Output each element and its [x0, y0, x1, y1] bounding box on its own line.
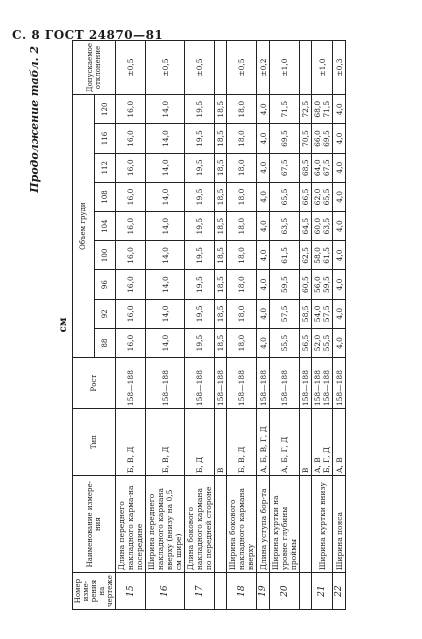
- value: 16,0: [126, 188, 135, 206]
- value: 18,0: [237, 130, 246, 147]
- size-value-88: [257, 328, 270, 357]
- value: 18,0: [237, 217, 246, 235]
- size-header-108: 108: [94, 182, 116, 211]
- value: 19,5: [195, 188, 204, 206]
- size-value-112: [146, 153, 185, 182]
- value: 14,0: [160, 217, 170, 235]
- measure-name: Ширина куртки внизу: [312, 476, 333, 573]
- value: 4,0: [334, 161, 344, 174]
- garment-type: [333, 409, 346, 476]
- value: 18,0: [237, 100, 246, 118]
- value: 19,5: [195, 130, 204, 147]
- measure-name: Ширина переднего накладного кармана вверху (внизу на 0,5 см шире): [146, 476, 185, 573]
- rost-range: [300, 358, 312, 409]
- value: 4,0: [258, 220, 268, 233]
- measure-name: Длина бокового накладного кармана по передней стороне: [185, 476, 215, 573]
- rost-value: 158—188: [258, 370, 268, 407]
- value: 18,0: [237, 276, 246, 293]
- value: 14,0: [160, 305, 170, 323]
- size-value-96: [227, 270, 257, 299]
- rost-value: 158—188: [216, 370, 225, 407]
- value: 4,0: [334, 307, 344, 320]
- garment-type: [300, 409, 312, 476]
- table-header: [73, 41, 116, 610]
- size-value-88: [333, 328, 346, 357]
- table-body: [116, 41, 346, 610]
- value: 70,5: [301, 130, 310, 147]
- value: 61,5: [322, 247, 331, 264]
- size-value-112: [116, 153, 146, 182]
- value: 18,5: [216, 276, 225, 293]
- measure-name: Длина уступа бор-та: [257, 476, 270, 573]
- size-value-108: [333, 182, 346, 211]
- value: 4,0: [334, 249, 344, 262]
- value: 4,0: [258, 190, 268, 203]
- size-value-108: [270, 182, 300, 211]
- value: 67,5: [322, 159, 331, 177]
- size-value-104: [333, 212, 346, 241]
- tolerance-value: ±1,0: [270, 41, 300, 95]
- rost-value: 158—188: [195, 370, 204, 407]
- value: 56,5: [301, 334, 310, 352]
- size-value-120: [300, 95, 312, 124]
- table-row: [116, 41, 146, 610]
- size-value-96: [185, 270, 215, 299]
- garment-type: [257, 409, 270, 476]
- value: 18,5: [216, 188, 225, 206]
- size-value-96: [333, 270, 346, 299]
- size-value-108: [185, 182, 215, 211]
- value: 14,0: [160, 334, 170, 352]
- value: 18,0: [237, 159, 246, 177]
- rost-range: [116, 358, 146, 409]
- value: 65,5: [280, 188, 289, 206]
- size-value-92: [227, 299, 257, 328]
- col-number-header: Номер изме-рения на чертеже: [73, 573, 116, 610]
- garment-type: [116, 409, 146, 476]
- size-value-104: [257, 212, 270, 241]
- tolerance-value: ±0,2: [257, 41, 270, 95]
- size-value-88: [312, 328, 333, 357]
- value: 55,5: [322, 334, 331, 352]
- size-value-92: [333, 299, 346, 328]
- value: 16,0: [126, 276, 135, 293]
- size-value-100: [257, 241, 270, 270]
- size-value-88: [215, 328, 227, 357]
- size-value-96: [215, 270, 227, 299]
- value: 58,5: [301, 305, 310, 323]
- size-value-104: [185, 212, 215, 241]
- size-value-92: [185, 299, 215, 328]
- measure-name: Ширина бокового накладного кармана вверху: [227, 476, 257, 573]
- value: 14,0: [160, 247, 170, 264]
- value: 18,5: [216, 305, 225, 323]
- value: 14,0: [160, 276, 170, 293]
- rost-value: 158—188: [334, 370, 344, 407]
- value: 19,5: [195, 334, 204, 352]
- measure-name: [215, 476, 227, 573]
- value: 18,5: [216, 247, 225, 264]
- size-value-116: [270, 124, 300, 153]
- value: 59,5: [322, 276, 331, 293]
- size-value-92: [300, 299, 312, 328]
- value: 18,0: [237, 188, 246, 206]
- value: 18,0: [237, 305, 246, 323]
- measure-number: 16: [146, 573, 185, 610]
- size-value-92: [312, 299, 333, 328]
- size-value-116: [257, 124, 270, 153]
- size-value-96: [146, 270, 185, 299]
- size-value-92: [215, 299, 227, 328]
- measure-name: Ширина куртки на уровне глубины проймы: [270, 476, 300, 573]
- rost-range: [257, 358, 270, 409]
- rost-value: 158—188: [237, 370, 246, 407]
- garment-type-line: А, В: [334, 457, 344, 474]
- table-row: [257, 41, 270, 610]
- value: 4,0: [334, 132, 344, 145]
- garment-type-line: Б, В, Д: [126, 446, 135, 474]
- value: 63,5: [280, 217, 289, 235]
- measure-number: [215, 573, 227, 610]
- size-value-116: [300, 124, 312, 153]
- table-row: [146, 41, 185, 610]
- tolerance-value: ±0,5: [185, 41, 215, 95]
- value: 18,5: [216, 217, 225, 235]
- table-row: [300, 41, 312, 610]
- size-value-108: [116, 182, 146, 211]
- value: 52,0: [313, 334, 322, 352]
- size-value-108: [146, 182, 185, 211]
- value: 4,0: [258, 278, 268, 291]
- size-value-104: [215, 212, 227, 241]
- value: 4,0: [334, 190, 344, 203]
- size-value-120: [312, 95, 333, 124]
- rost-range: [215, 358, 227, 409]
- size-value-100: [116, 241, 146, 270]
- size-header-120: 120: [94, 95, 116, 124]
- rost-value: 158—188: [322, 370, 331, 407]
- value: 14,0: [160, 100, 170, 118]
- garment-type: [215, 409, 227, 476]
- size-value-88: [185, 328, 215, 357]
- value: 57,5: [280, 305, 289, 323]
- size-value-120: [146, 95, 185, 124]
- measure-number: 22: [333, 573, 346, 610]
- size-value-104: [270, 212, 300, 241]
- value: 72,5: [301, 100, 310, 118]
- size-value-100: [300, 241, 312, 270]
- table-row: [185, 41, 215, 610]
- value: 19,5: [195, 247, 204, 264]
- value: 18,5: [216, 159, 225, 177]
- size-value-112: [215, 153, 227, 182]
- value: 4,0: [258, 249, 268, 262]
- value: 54,0: [313, 305, 322, 323]
- measure-number: 15: [116, 573, 146, 610]
- size-value-92: [270, 299, 300, 328]
- value: 16,0: [126, 305, 135, 323]
- size-value-120: [185, 95, 215, 124]
- value: 67,5: [280, 159, 289, 177]
- unit-label: см: [58, 317, 69, 333]
- size-value-116: [185, 124, 215, 153]
- value: 62,5: [301, 247, 310, 264]
- garment-type-line: А, В: [313, 457, 322, 474]
- size-value-120: [257, 95, 270, 124]
- size-value-88: [300, 328, 312, 357]
- tolerance-value: ±0,5: [116, 41, 146, 95]
- size-value-116: [312, 124, 333, 153]
- garment-type: [312, 409, 333, 476]
- table-row: [333, 41, 346, 610]
- size-value-100: [333, 241, 346, 270]
- value: 18,5: [216, 130, 225, 147]
- table-row: [270, 41, 300, 610]
- value: 69,5: [322, 130, 331, 147]
- size-value-96: [116, 270, 146, 299]
- value: 14,0: [160, 130, 170, 147]
- size-value-96: [300, 270, 312, 299]
- value: 65,5: [322, 188, 331, 206]
- size-value-120: [270, 95, 300, 124]
- value: 71,5: [322, 100, 331, 118]
- size-value-100: [185, 241, 215, 270]
- value: 64,5: [301, 217, 310, 235]
- size-value-104: [312, 212, 333, 241]
- value: 66,5: [301, 188, 310, 206]
- measurements-table: [72, 40, 346, 610]
- value: 16,0: [126, 130, 135, 147]
- size-header-112: 112: [94, 153, 116, 182]
- rost-value: 158—188: [280, 370, 289, 407]
- size-header-96: 96: [94, 270, 116, 299]
- size-value-88: [270, 328, 300, 357]
- garment-type-line: Б, Г, Д: [322, 447, 331, 474]
- value: 59,5: [280, 276, 289, 293]
- size-value-88: [227, 328, 257, 357]
- tolerance-value: [215, 41, 227, 95]
- value: 18,5: [216, 100, 225, 118]
- rost-range: [227, 358, 257, 409]
- size-value-96: [257, 270, 270, 299]
- size-value-116: [146, 124, 185, 153]
- size-value-104: [227, 212, 257, 241]
- size-value-100: [270, 241, 300, 270]
- value: 16,0: [126, 217, 135, 235]
- measure-number: 18: [227, 573, 257, 610]
- size-value-104: [300, 212, 312, 241]
- value: 63,5: [322, 217, 331, 235]
- value: 4,0: [258, 307, 268, 320]
- size-value-108: [215, 182, 227, 211]
- size-value-112: [185, 153, 215, 182]
- rost-value: 158—188: [126, 370, 135, 407]
- size-header-116: 116: [94, 124, 116, 153]
- value: 4,0: [334, 103, 344, 116]
- size-value-104: [116, 212, 146, 241]
- value: 71,5: [280, 100, 289, 118]
- size-value-100: [146, 241, 185, 270]
- garment-type: [146, 409, 185, 476]
- tolerance-value: ±0,5: [146, 41, 185, 95]
- size-value-120: [116, 95, 146, 124]
- value: 19,5: [195, 100, 204, 118]
- col-chest-header: Объем груди: [73, 95, 95, 358]
- value: 4,0: [334, 278, 344, 291]
- value: 19,5: [195, 305, 204, 323]
- value: 16,0: [126, 100, 135, 118]
- measure-number: 19: [257, 573, 270, 610]
- size-value-92: [257, 299, 270, 328]
- rost-value: 158—188: [313, 370, 322, 407]
- garment-type: [270, 409, 300, 476]
- value: 60,0: [313, 217, 322, 235]
- value: 62,0: [313, 188, 322, 206]
- value: 68,5: [301, 159, 310, 177]
- value: 69,5: [280, 130, 289, 147]
- size-value-116: [333, 124, 346, 153]
- size-value-88: [146, 328, 185, 357]
- tolerance-value: ±0,3: [333, 41, 346, 95]
- size-header-92: 92: [94, 299, 116, 328]
- col-rost-header: Рост: [73, 358, 116, 409]
- size-value-112: [312, 153, 333, 182]
- size-header-100: 100: [94, 241, 116, 270]
- value: 55,5: [280, 334, 289, 352]
- size-value-112: [227, 153, 257, 182]
- value: 4,0: [334, 220, 344, 233]
- table-row: [312, 41, 333, 610]
- size-value-92: [116, 299, 146, 328]
- size-value-96: [270, 270, 300, 299]
- continuation-note: Продолжение табл. 2: [28, 46, 41, 193]
- garment-type-line: В: [216, 467, 225, 474]
- tolerance-value: ±1,0: [312, 41, 333, 95]
- rost-range: [333, 358, 346, 409]
- value: 19,5: [195, 159, 204, 177]
- rost-range: [312, 358, 333, 409]
- size-header-104: 104: [94, 212, 116, 241]
- garment-type-line: Б, В, Д: [237, 446, 246, 474]
- value: 61,5: [280, 247, 289, 264]
- value: 18,0: [237, 334, 246, 352]
- col-tolerance-header: Допускаемое отклонение: [73, 41, 116, 95]
- size-value-104: [146, 212, 185, 241]
- size-value-96: [312, 270, 333, 299]
- size-value-88: [116, 328, 146, 357]
- value: 57,5: [322, 305, 331, 323]
- rotated-content: [28, 40, 408, 610]
- garment-type-line: А, Б, В, Г, Д: [258, 426, 268, 474]
- size-value-108: [227, 182, 257, 211]
- tolerance-value: [300, 41, 312, 95]
- measure-number: 17: [185, 573, 215, 610]
- size-value-116: [116, 124, 146, 153]
- measure-number: 20: [270, 573, 300, 610]
- value: 18,5: [216, 334, 225, 352]
- size-value-120: [333, 95, 346, 124]
- table-row: [215, 41, 227, 610]
- rost-value: 158—188: [160, 370, 170, 407]
- rost-range: [270, 358, 300, 409]
- value: 16,0: [126, 247, 135, 264]
- value: 18,0: [237, 247, 246, 264]
- garment-type-line: А, Б, Г, Д: [280, 436, 289, 474]
- value: 16,0: [126, 159, 135, 177]
- size-value-116: [227, 124, 257, 153]
- value: 14,0: [160, 188, 170, 206]
- size-value-112: [257, 153, 270, 182]
- value: 68,0: [313, 100, 322, 118]
- measure-name: Ширина пояса: [333, 476, 346, 573]
- col-type-header: Тип: [73, 409, 116, 476]
- value: 56,0: [313, 276, 322, 293]
- value: 58,0: [313, 247, 322, 264]
- size-value-112: [333, 153, 346, 182]
- size-value-92: [146, 299, 185, 328]
- rost-range: [185, 358, 215, 409]
- tolerance-value: ±0,5: [227, 41, 257, 95]
- size-value-112: [270, 153, 300, 182]
- size-value-108: [257, 182, 270, 211]
- table-row: [227, 41, 257, 610]
- measure-name: [300, 476, 312, 573]
- size-value-100: [312, 241, 333, 270]
- garment-type: [227, 409, 257, 476]
- measure-number: [300, 573, 312, 610]
- value: 4,0: [258, 161, 268, 174]
- value: 14,0: [160, 159, 170, 177]
- page-header: С. 8 ГОСТ 24870—81: [12, 28, 164, 42]
- garment-type-line: Б, Д: [195, 456, 204, 474]
- value: 4,0: [258, 132, 268, 145]
- value: 4,0: [258, 337, 268, 350]
- value: 64,0: [313, 159, 322, 177]
- value: 19,5: [195, 276, 204, 293]
- value: 4,0: [334, 337, 344, 350]
- measure-name: Длина переднего накладного карма-на посередине: [116, 476, 146, 573]
- size-value-112: [300, 153, 312, 182]
- value: 16,0: [126, 334, 135, 352]
- size-header-88: 88: [94, 328, 116, 357]
- size-value-108: [300, 182, 312, 211]
- size-value-120: [227, 95, 257, 124]
- rost-value: 158—188: [301, 370, 310, 407]
- col-name-header: Наименование измере-ния: [73, 476, 116, 573]
- measure-number: 21: [312, 573, 333, 610]
- garment-type-line: Б, В, Д: [160, 446, 170, 474]
- rost-range: [146, 358, 185, 409]
- size-value-120: [215, 95, 227, 124]
- size-value-100: [215, 241, 227, 270]
- value: 19,5: [195, 217, 204, 235]
- size-value-108: [312, 182, 333, 211]
- garment-type-line: В: [301, 467, 310, 474]
- value: 60,5: [301, 276, 310, 293]
- size-value-100: [227, 241, 257, 270]
- size-value-116: [215, 124, 227, 153]
- garment-type: [185, 409, 215, 476]
- value: 4,0: [258, 103, 268, 116]
- value: 66,0: [313, 130, 322, 147]
